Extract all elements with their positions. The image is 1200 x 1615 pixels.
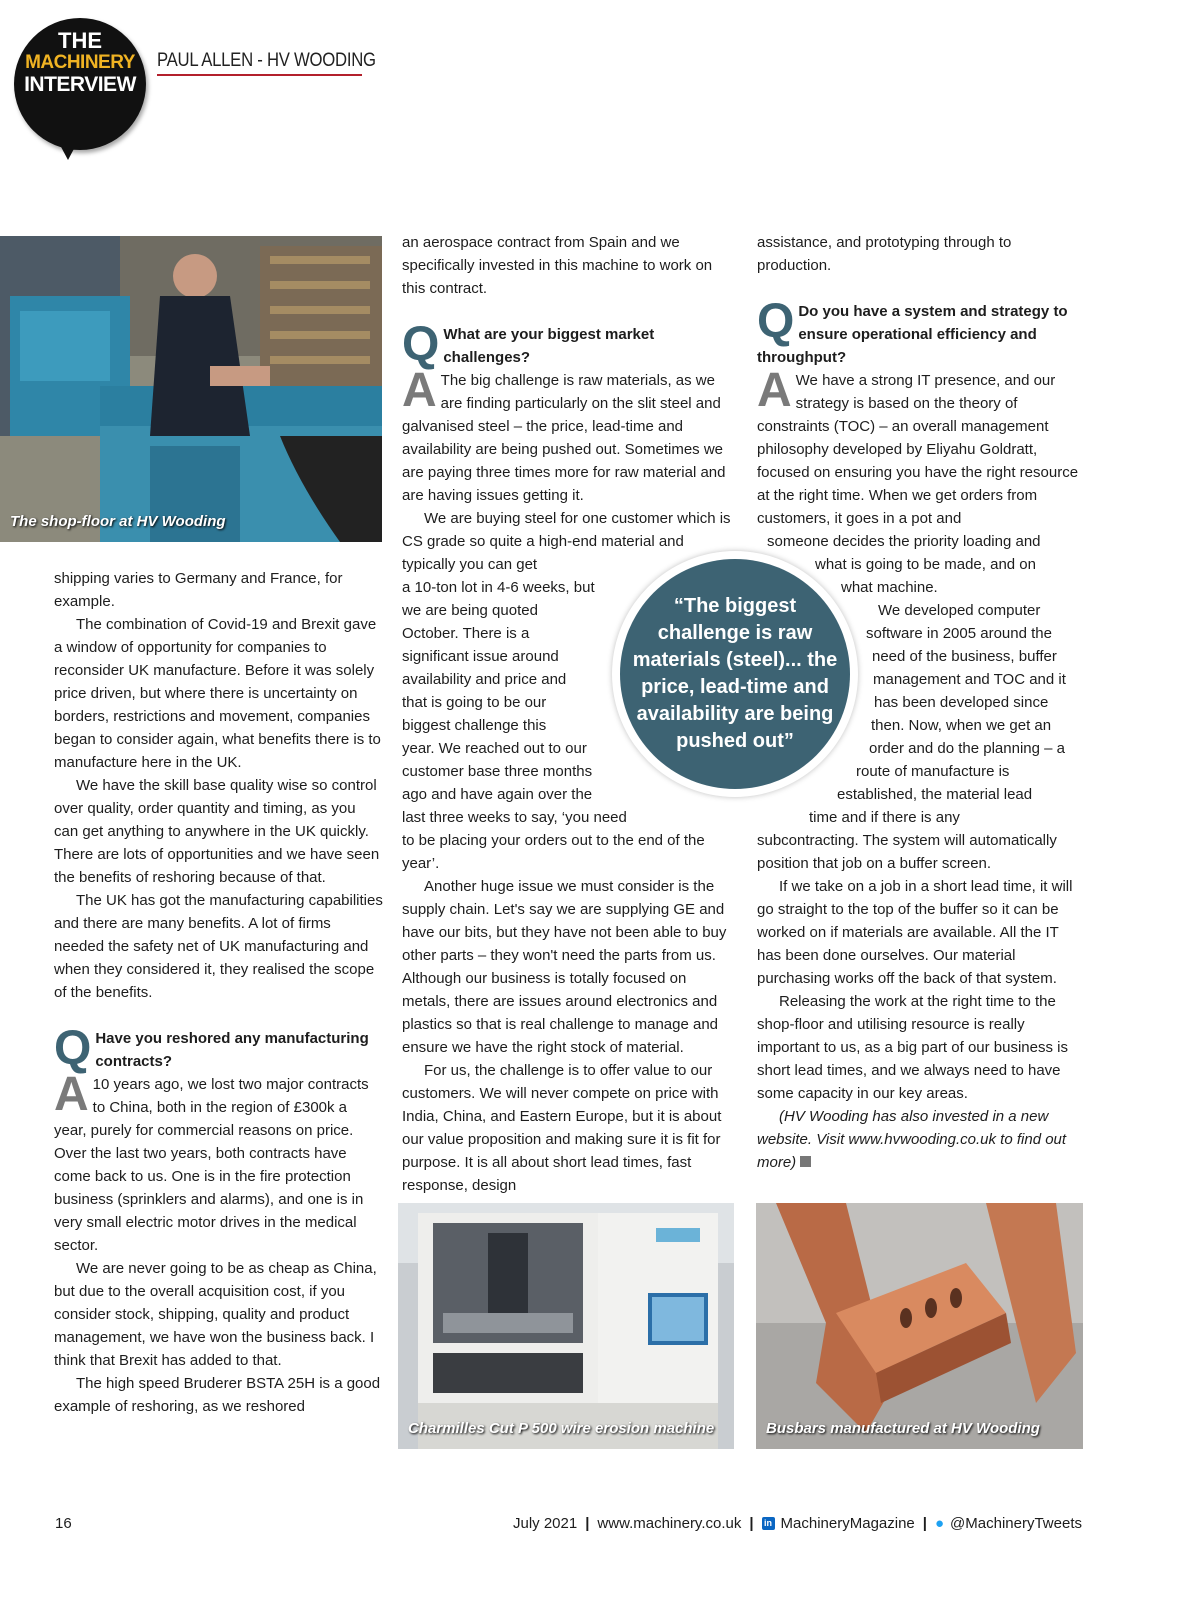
question-block xyxy=(402,318,738,371)
footer-bar xyxy=(513,1515,1082,1532)
linkedin-icon: in xyxy=(762,1517,775,1530)
col3-line: what is going to be made, and on xyxy=(815,556,1036,573)
col2-paragraph: an aerospace contract from Spain and we specifically invested in this machine to work on this contract. xyxy=(402,234,713,297)
answer-text: The big challenge is raw materials, as we are finding particularly on the slit steel and galvanised steel – the price, lead-time and availability are being pushed out. Sometimes we are paying three times more for raw material and are having issues getting it. xyxy=(402,372,726,504)
answer-block xyxy=(757,364,1085,530)
col3-line: need of the business, buffer xyxy=(872,648,1057,665)
col1-paragraph: shipping varies to Germany and France, for example. xyxy=(54,570,343,610)
col2-line: availability and price and xyxy=(402,671,567,688)
col2-line: a 10-ton lot in 4-6 weeks, but xyxy=(402,579,595,596)
col3-line: has been developed since xyxy=(874,694,1049,711)
question-text: Have you reshored any manufacturing contracts? xyxy=(95,1030,369,1070)
end-mark-icon xyxy=(800,1156,811,1167)
col3-paragraph: subcontracting. The system will automatically position that job on a buffer screen. xyxy=(757,832,1057,872)
article-header-title: PAUL ALLEN - HV WOODING xyxy=(157,50,376,71)
col2-line: customer base three months xyxy=(402,763,593,780)
col3-line: time and if there is any xyxy=(809,809,960,826)
col2-line: to be placing your orders out to the end of the year’. xyxy=(402,832,705,872)
col3-line: someone decides the priority loading and xyxy=(767,533,1041,550)
shopfloor-illustration xyxy=(0,236,382,542)
pull-quote xyxy=(620,559,850,789)
logo-line-2: MACHINERY xyxy=(25,52,135,73)
busbars-caption: Busbars manufactured at HV Wooding xyxy=(766,1420,1040,1437)
col1-paragraph: We have the skill base quality wise so control over quality, order quantity and timing, as you can get anything to anywhere in the UK quickly. There are lots of opportunities and we have seen the benefits of reshoring because of that. xyxy=(54,777,380,886)
logo-speech-tail xyxy=(52,130,84,160)
erosion-machine-photo xyxy=(398,1203,734,1449)
col3-line: software in 2005 around the xyxy=(866,625,1052,642)
col3-paragraph: assistance, and prototyping through to production. xyxy=(757,234,1012,274)
column-1 xyxy=(54,567,383,1418)
pull-quote-text: “The biggest challenge is raw materials (steel)... the price, lead-time and availability are being pushed out” xyxy=(632,595,838,752)
col3-closing-note xyxy=(757,1105,1085,1174)
col2-line: we are being quoted xyxy=(402,602,538,619)
page-number: 16 xyxy=(55,1515,72,1532)
col3-line: We developed computer xyxy=(878,602,1041,619)
col2-line: ago and have again over the xyxy=(402,786,593,803)
footer-website-link[interactable]: www.machinery.co.uk xyxy=(597,1515,742,1532)
col3-line: management and TOC and it xyxy=(873,671,1066,688)
col2-line: that is going to be our xyxy=(402,694,547,711)
col3-line: order and do the planning – a xyxy=(869,740,1065,757)
answer-block xyxy=(402,364,738,507)
question-text: Do you have a system and strategy to ensure operational efficiency and throughput? xyxy=(757,303,1068,366)
footer-separator: | xyxy=(749,1515,754,1532)
q-dropcap: Q xyxy=(402,318,440,371)
col3-paragraph: If we take on a job in a short lead time, it will go straight to the top of the buffer so it can be worked on if materials are available. All the IT has been done ourselves. Our material purchasing works off the back of that system. xyxy=(757,878,1073,987)
col2-line: last three weeks to say, ‘you need xyxy=(402,809,627,826)
footer-twitter-link[interactable]: @MachineryTweets xyxy=(950,1515,1082,1532)
col3-line: established, the material lead xyxy=(837,786,1033,803)
a-dropcap: A xyxy=(757,364,792,417)
erosion-machine-illustration xyxy=(398,1203,734,1449)
footer-separator: | xyxy=(922,1515,927,1532)
answer-text: 10 years ago, we lost two major contracts to China, both in the region of £300k a year, purely for commercial reasons on price. Over the last two years, both contracts have come back to us. One is in the fire protection business (sprinklers and alarms), and one is in very small electric motor drives in the medical sector. xyxy=(54,1076,369,1254)
erosion-caption: Charmilles Cut P 500 wire erosion machine xyxy=(408,1420,715,1437)
col2-paragraph: Another huge issue we must consider is the supply chain. Let's say we are supplying GE and have our bits, but they have not been able to buy other parts – they won't need the parts from us. Although our business is totally focused on metals, there are issues around electronics and plastics so that is real challenge to manage and ensure we have the right stock of material. xyxy=(402,878,727,1056)
col2-paragraph: For us, the challenge is to offer value to our customers. We will never compete on price with India, China, and Eastern Europe, but it is about our value proposition and making sure it is fit for purpose. It is all about short lead times, fast response, design xyxy=(402,1062,722,1194)
q-dropcap: Q xyxy=(54,1022,92,1075)
shopfloor-photo xyxy=(0,236,382,542)
q-dropcap: Q xyxy=(757,295,795,348)
col1-paragraph: We are never going to be as cheap as China, but due to the overall acquisition cost, if you consider stock, shipping, quality and product management, we have won the business back. I think that Brexit has added to that. xyxy=(54,1260,377,1369)
col3-line: what machine. xyxy=(841,579,938,596)
shopfloor-caption: The shop-floor at HV Wooding xyxy=(10,513,226,530)
col2-line: biggest challenge this xyxy=(402,717,547,734)
col3-line: route of manufacture is xyxy=(856,763,1010,780)
closing-note-text: (HV Wooding has also invested in a new website. Visit www.hvwooding.co.uk to find out more) xyxy=(757,1108,1067,1171)
logo-text xyxy=(14,30,146,96)
footer-date: July 2021 xyxy=(512,1515,578,1532)
answer-block xyxy=(54,1068,383,1257)
logo-line-1: THE xyxy=(58,28,102,53)
twitter-icon: ● xyxy=(934,1515,945,1532)
a-dropcap: A xyxy=(54,1068,89,1121)
col2-line: October. There is a xyxy=(402,625,530,642)
a-dropcap: A xyxy=(402,364,437,417)
col2-line: significant issue around xyxy=(402,648,559,665)
col1-paragraph: The high speed Bruderer BSTA 25H is a good example of reshoring, as we reshored xyxy=(54,1375,381,1415)
col1-paragraph: The combination of Covid-19 and Brexit gave a window of opportunity for companies to reconsider UK manufacture. Before it was solely price driven, but where there is uncertainty on borders, restrictions and movement, companies began to consider again, what benefits there is to manufacture here in the UK. xyxy=(54,616,381,771)
question-block xyxy=(757,295,1085,369)
col1-paragraph: The UK has got the manufacturing capabilities and there are many benefits. A lot of firms needed the safety net of UK manufacturing and when they considered it, they realised the scope of the benefits. xyxy=(54,892,383,1001)
col3-paragraph: Releasing the work at the right time to the shop-floor and utilising resource is really important to us, as a big part of our business is short lead times, and we always need to have some capacity in our key areas. xyxy=(757,993,1068,1102)
footer-separator: | xyxy=(585,1515,590,1532)
question-block xyxy=(54,1022,383,1075)
logo-line-3: INTERVIEW xyxy=(24,73,136,96)
col2-line: year. We reached out to our xyxy=(402,740,587,757)
col3-line: then. Now, when we get an xyxy=(871,717,1052,734)
footer-linkedin-link[interactable]: MachineryMagazine xyxy=(780,1515,915,1532)
col2-paragraph: We are buying steel for one customer which is CS grade so quite a high-end material and typically you can get xyxy=(402,510,731,573)
busbars-photo xyxy=(756,1203,1083,1449)
busbars-illustration xyxy=(756,1203,1083,1449)
answer-text: We have a strong IT presence, and our strategy is based on the theory of constraints (TOC) – an overall management philosophy developed by Eliyahu Goldratt, focused on ensuring you have the right resource at the right time. When we get orders from customers, it goes in a pot and xyxy=(757,372,1079,527)
question-text: What are your biggest market challenges? xyxy=(443,326,655,366)
header-underline xyxy=(157,74,362,76)
